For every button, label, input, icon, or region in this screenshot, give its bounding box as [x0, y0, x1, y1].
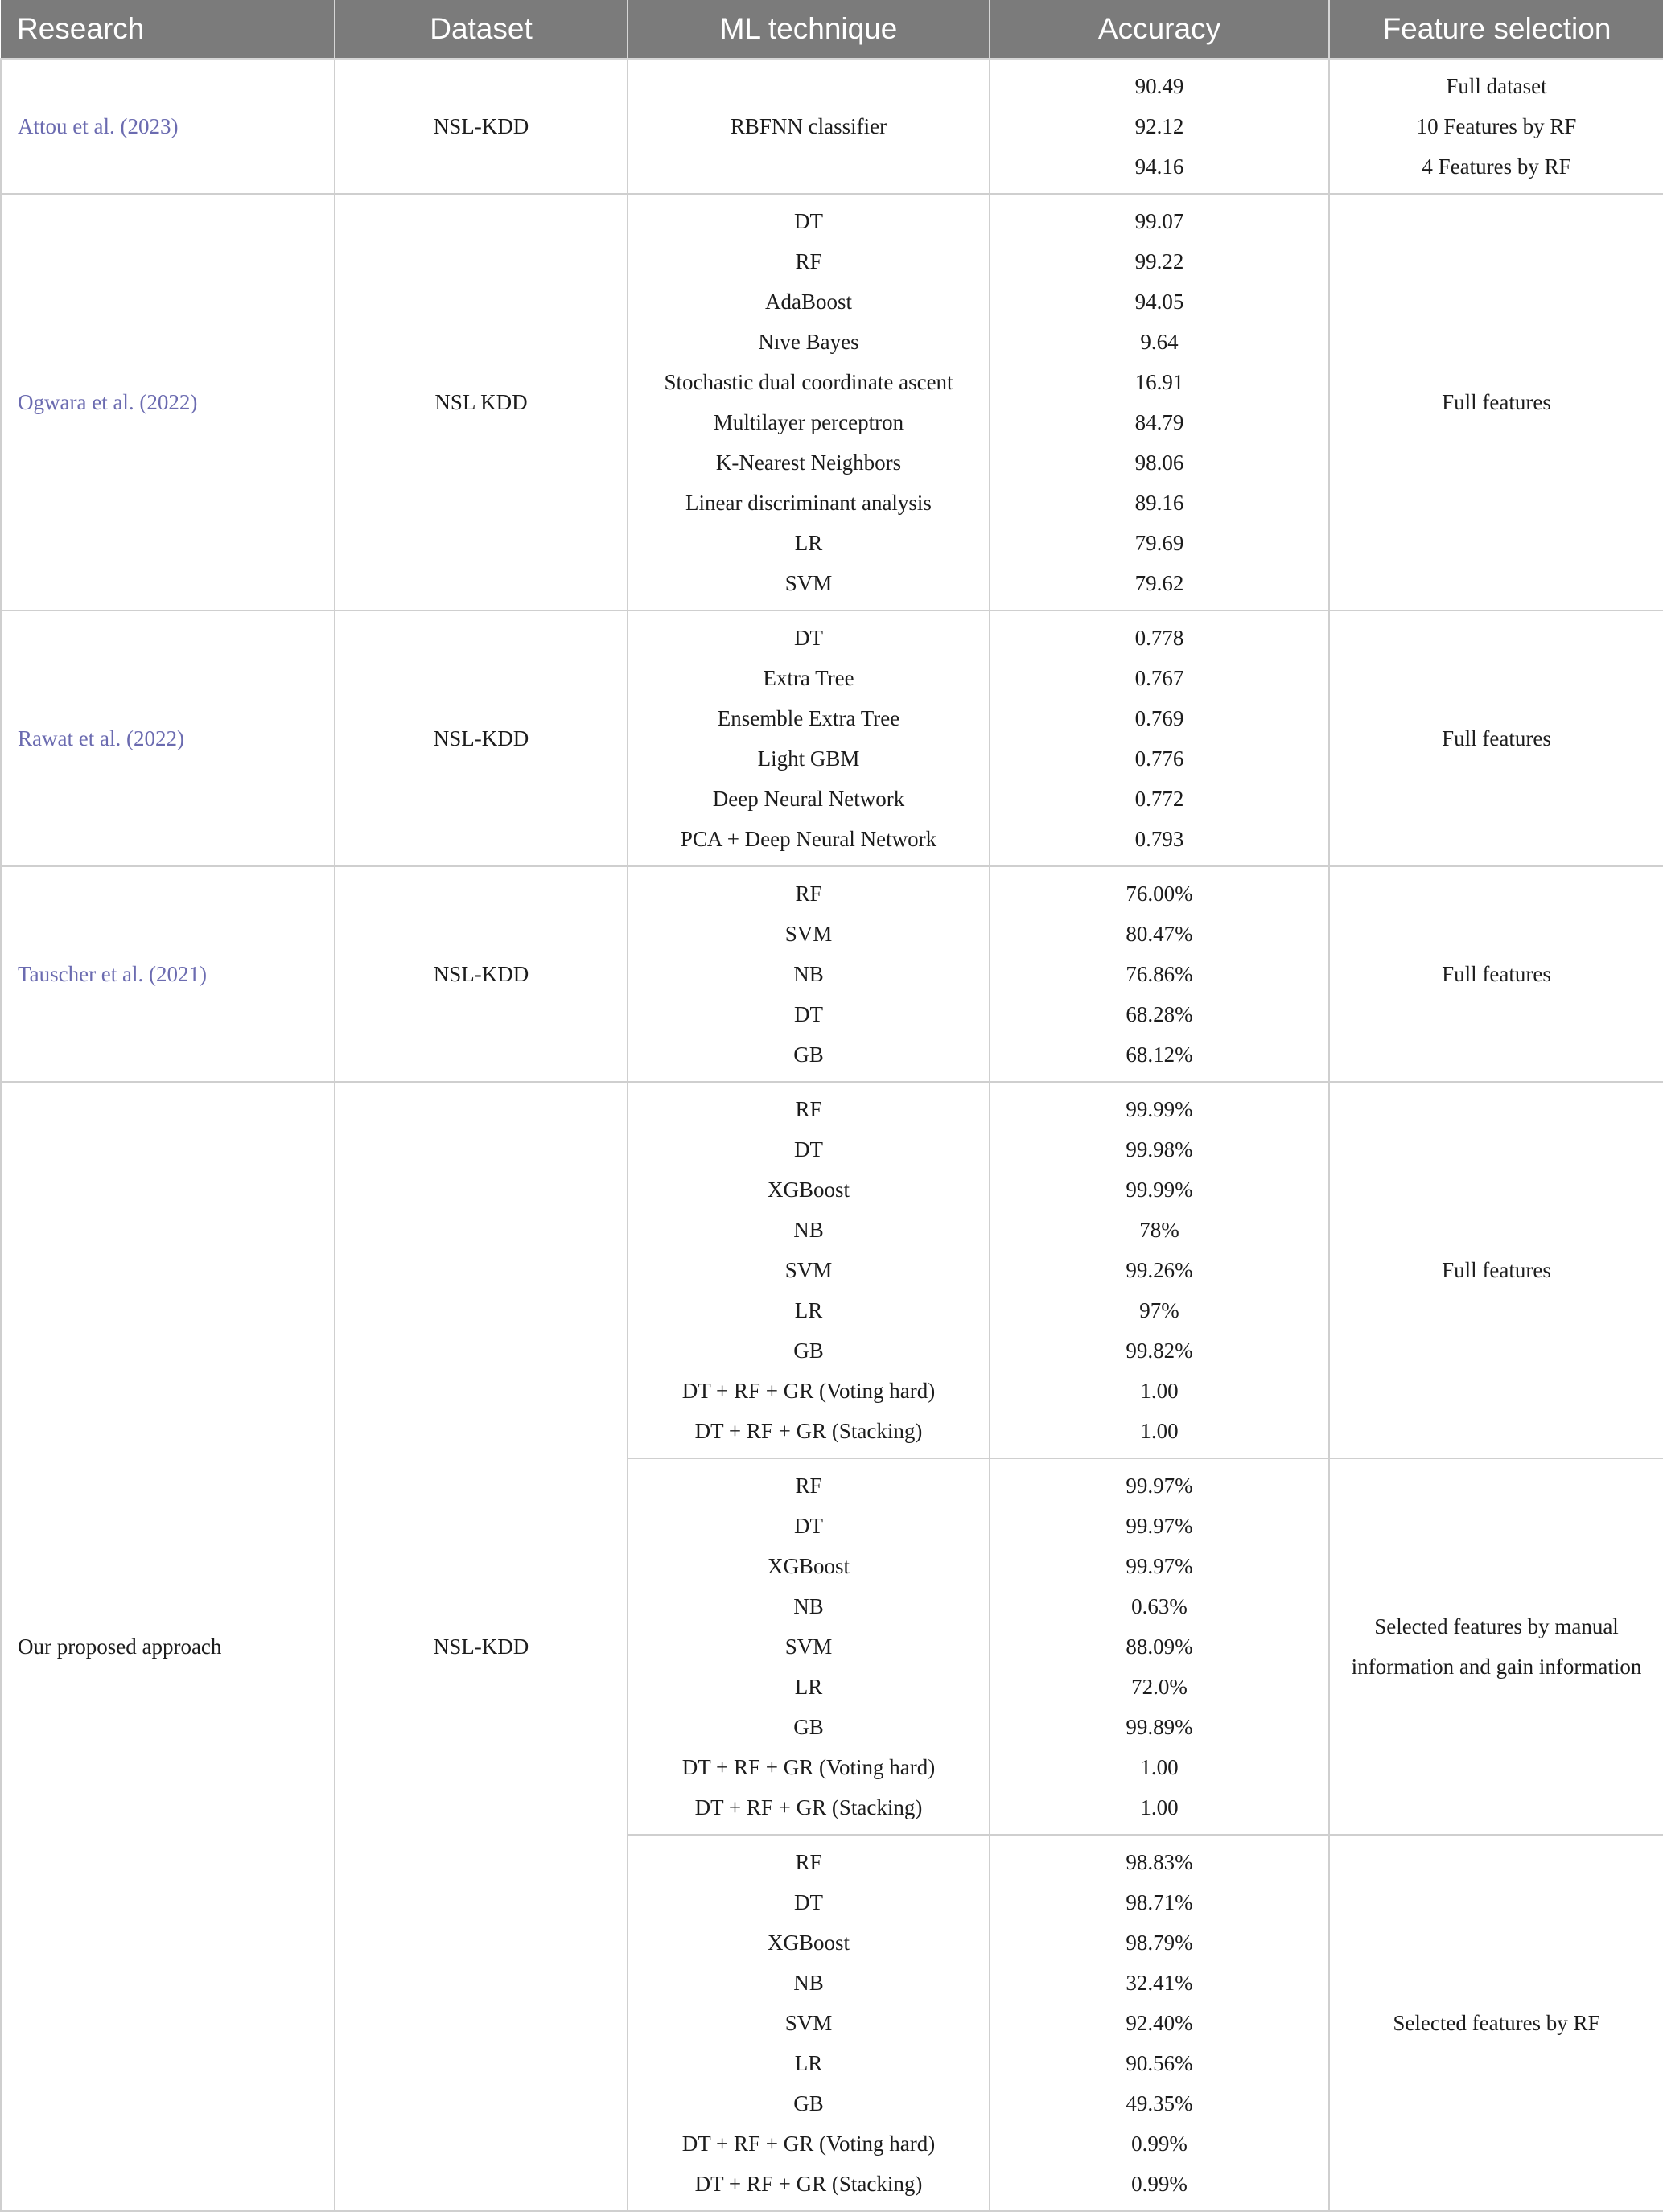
accuracy-cell	[990, 611, 1329, 866]
accuracy-value: 68.12%	[1126, 1042, 1193, 1067]
accuracy-value: 0.769	[1134, 706, 1184, 730]
accuracy-value: 99.98%	[1126, 1137, 1193, 1162]
accuracy-value: 0.772	[1134, 787, 1184, 811]
feature-selection-cell	[1329, 1082, 1663, 1458]
accuracy-value: 88.09%	[1126, 1634, 1193, 1659]
accuracy-value: 84.79	[1134, 410, 1184, 434]
accuracy-value: 90.49	[1134, 74, 1184, 98]
ml-technique-value: RF	[795, 249, 822, 273]
accuracy-value: 1.00	[1140, 1379, 1179, 1403]
ml-technique-value: RF	[795, 1850, 822, 1874]
table-row	[1, 194, 1663, 611]
ml-technique-value: SVM	[784, 1634, 833, 1659]
ml-technique-value: LR	[794, 1298, 823, 1322]
ml-technique-value: DT + RF + GR (Stacking)	[694, 2172, 923, 2196]
accuracy-value: 94.16	[1134, 154, 1184, 179]
ml-technique-value: DT + RF + GR (Stacking)	[694, 1795, 923, 1819]
table-header	[1, 0, 1663, 59]
ml-technique-value: SVM	[784, 1258, 833, 1282]
accuracy-cell	[990, 1082, 1329, 1458]
accuracy-value: 1.00	[1140, 1419, 1179, 1443]
ml-technique-value: DT	[794, 1137, 823, 1162]
accuracy-value: 16.91	[1134, 370, 1184, 394]
ml-technique-value: AdaBoost	[765, 290, 852, 314]
ml-technique-value: Extra Tree	[763, 666, 854, 690]
accuracy-value: 79.69	[1134, 531, 1184, 555]
ml-technique-value: GB	[793, 2091, 824, 2115]
ml-technique-value: DT + RF + GR (Voting hard)	[681, 1379, 936, 1403]
ml-technique-value: Linear discriminant analysis	[685, 491, 932, 515]
accuracy-value: 0.99%	[1131, 2172, 1188, 2196]
ml-technique-value: Ensemble Extra Tree	[717, 706, 900, 730]
accuracy-value: 98.06	[1134, 450, 1184, 475]
header-ml-technique: ML technique	[628, 0, 990, 59]
ml-technique-value: SVM	[784, 922, 833, 946]
accuracy-value: 79.62	[1134, 571, 1184, 595]
ml-technique-value: K-Nearest Neighbors	[715, 450, 902, 475]
accuracy-value: 97%	[1139, 1298, 1179, 1322]
ml-technique-value: PCA + Deep Neural Network	[680, 827, 937, 851]
table-body	[1, 59, 1663, 2211]
accuracy-value: 76.00%	[1126, 882, 1193, 906]
accuracy-value: 49.35%	[1126, 2091, 1193, 2115]
ml-technique-value: XGBoost	[767, 1178, 850, 1202]
ml-technique-value: XGBoost	[767, 1554, 850, 1578]
accuracy-value: 89.16	[1134, 491, 1184, 515]
ml-technique-value: Multilayer perceptron	[713, 410, 904, 434]
accuracy-cell	[990, 866, 1329, 1082]
accuracy-value: 99.26%	[1126, 1258, 1193, 1282]
ml-technique-value: DT + RF + GR (Stacking)	[694, 1419, 923, 1443]
ml-technique-cell	[628, 611, 990, 866]
accuracy-value: 68.28%	[1126, 1002, 1193, 1026]
accuracy-value: 99.22	[1134, 249, 1184, 273]
accuracy-value: 0.793	[1134, 827, 1184, 851]
feature-selection-value: Full features	[1442, 962, 1551, 986]
feature-selection-value: Full dataset	[1446, 74, 1547, 98]
accuracy-value: 98.79%	[1126, 1930, 1193, 1955]
ml-technique-value: RF	[795, 882, 822, 906]
ml-technique-value: LR	[794, 2051, 823, 2075]
dataset-cell: NSL KDD	[335, 194, 628, 611]
header-dataset: Dataset	[335, 0, 628, 59]
table-row	[1, 611, 1663, 866]
header-row	[1, 0, 1663, 59]
accuracy-value: 98.71%	[1126, 1890, 1193, 1914]
accuracy-value: 1.00	[1140, 1755, 1179, 1779]
accuracy-cell	[990, 1835, 1329, 2211]
ml-technique-value: LR	[794, 531, 823, 555]
ml-technique-value: LR	[794, 1675, 823, 1699]
accuracy-value: 0.63%	[1131, 1594, 1188, 1618]
accuracy-value: 32.41%	[1126, 1971, 1193, 1995]
ml-technique-value: NB	[793, 1218, 824, 1242]
feature-selection-cell	[1329, 866, 1663, 1082]
accuracy-value: 76.86%	[1126, 962, 1193, 986]
accuracy-value: 99.89%	[1126, 1715, 1193, 1739]
ml-technique-value: SVM	[784, 571, 833, 595]
feature-selection-value: Full features	[1442, 726, 1551, 750]
ml-technique-value: RF	[795, 1474, 822, 1498]
ml-technique-value: Nıve Bayes	[758, 330, 859, 354]
accuracy-value: 99.97%	[1126, 1514, 1193, 1538]
research-citation-link[interactable]: Ogwara et al. (2022)	[1, 194, 335, 611]
ml-technique-value: DT	[794, 209, 823, 233]
ml-technique-cell	[628, 59, 990, 194]
ml-technique-cell	[628, 866, 990, 1082]
ml-technique-value: GB	[793, 1042, 824, 1067]
feature-selection-cell	[1329, 1835, 1663, 2211]
ml-technique-value: DT	[794, 1002, 823, 1026]
table-row	[1, 1082, 1663, 1458]
ml-technique-value: XGBoost	[767, 1930, 850, 1955]
accuracy-value: 9.64	[1140, 330, 1179, 354]
dataset-cell: NSL-KDD	[335, 866, 628, 1082]
accuracy-value: 90.56%	[1126, 2051, 1193, 2075]
ml-technique-value: RF	[795, 1097, 822, 1121]
header-feature-selection: Feature selection	[1329, 0, 1663, 59]
ml-technique-value: Stochastic dual coordinate ascent	[664, 370, 953, 394]
accuracy-value: 92.40%	[1126, 2011, 1193, 2035]
accuracy-value: 99.99%	[1126, 1097, 1193, 1121]
research-citation-link[interactable]: Tauscher et al. (2021)	[1, 866, 335, 1082]
header-research: Research	[1, 0, 335, 59]
dataset-cell: NSL-KDD	[335, 611, 628, 866]
feature-selection-value: 4 Features by RF	[1422, 154, 1571, 179]
ml-technique-value: SVM	[784, 2011, 833, 2035]
accuracy-cell	[990, 59, 1329, 194]
dataset-cell: NSL-KDD	[335, 1082, 628, 2211]
accuracy-value: 99.82%	[1126, 1338, 1193, 1363]
ml-technique-cell	[628, 1082, 990, 1458]
feature-selection-cell	[1329, 1458, 1663, 1835]
ml-technique-cell	[628, 1458, 990, 1835]
accuracy-cell	[990, 1458, 1329, 1835]
ml-technique-cell	[628, 1835, 990, 2211]
ml-technique-value: RBFNN classifier	[730, 114, 887, 138]
ml-technique-value: DT	[794, 626, 823, 650]
ml-technique-value: NB	[793, 1594, 824, 1618]
accuracy-value: 80.47%	[1126, 922, 1193, 946]
ml-technique-value: DT	[794, 1514, 823, 1538]
research-citation-link[interactable]: Attou et al. (2023)	[1, 59, 335, 194]
ml-technique-value: DT + RF + GR (Voting hard)	[681, 1755, 936, 1779]
accuracy-value: 99.97%	[1126, 1474, 1193, 1498]
accuracy-value: 0.778	[1134, 626, 1184, 650]
research-citation-link[interactable]: Rawat et al. (2022)	[1, 611, 335, 866]
feature-selection-cell	[1329, 194, 1663, 611]
ml-technique-value: NB	[793, 962, 824, 986]
accuracy-value: 0.776	[1134, 746, 1184, 771]
feature-selection-value: Full features	[1442, 1258, 1551, 1282]
accuracy-value: 0.767	[1134, 666, 1184, 690]
feature-selection-value: Selected features by RF	[1393, 2011, 1600, 2035]
accuracy-value: 99.99%	[1126, 1178, 1193, 1202]
table-row	[1, 59, 1663, 194]
table-row	[1, 866, 1663, 1082]
research-cell: Our proposed approach	[1, 1082, 335, 2211]
feature-selection-value: 10 Features by RF	[1416, 114, 1577, 138]
ml-technique-value: Deep Neural Network	[712, 787, 905, 811]
ml-technique-value: DT + RF + GR (Voting hard)	[681, 2132, 936, 2156]
feature-selection-cell	[1329, 59, 1663, 194]
accuracy-value: 98.83%	[1126, 1850, 1193, 1874]
accuracy-value: 78%	[1139, 1218, 1179, 1242]
accuracy-value: 0.99%	[1131, 2132, 1188, 2156]
feature-selection-value: Selected features by manual information and gain information	[1351, 1614, 1642, 1679]
accuracy-value: 99.97%	[1126, 1554, 1193, 1578]
ml-technique-value: DT	[794, 1890, 823, 1914]
accuracy-value: 99.07	[1134, 209, 1184, 233]
feature-selection-value: Full features	[1442, 390, 1551, 414]
dataset-cell: NSL-KDD	[335, 59, 628, 194]
accuracy-value: 92.12	[1134, 114, 1184, 138]
ml-technique-cell	[628, 194, 990, 611]
feature-selection-cell	[1329, 611, 1663, 866]
ml-technique-value: Light GBM	[757, 746, 860, 771]
accuracy-value: 1.00	[1140, 1795, 1179, 1819]
ml-technique-value: NB	[793, 1971, 824, 1995]
accuracy-value: 72.0%	[1131, 1675, 1188, 1699]
accuracy-value: 94.05	[1134, 290, 1184, 314]
header-accuracy: Accuracy	[990, 0, 1329, 59]
ml-technique-value: GB	[793, 1338, 824, 1363]
accuracy-cell	[990, 194, 1329, 611]
ml-technique-value: GB	[793, 1715, 824, 1739]
